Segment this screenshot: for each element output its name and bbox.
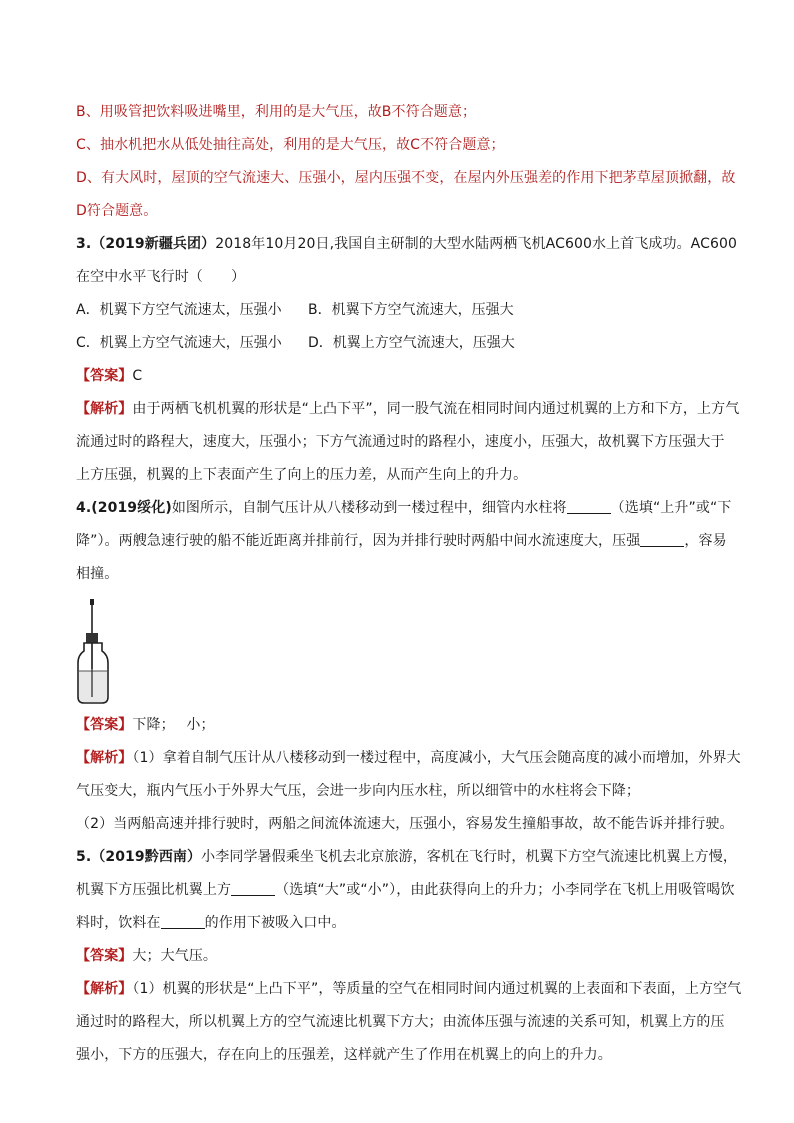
q3-answer	[76, 360, 726, 393]
q4-stem-line1a: 如图所示，自制气压计从八楼移动到一楼过程中，细管内水柱将	[171, 500, 567, 516]
prev-option-d-cont: D符合题意。	[76, 203, 158, 219]
q4-stem-line2b: ，容易	[684, 533, 727, 549]
q4-stem-line1b: （选填“上升”或“下	[610, 500, 732, 516]
barometer-bottle-icon	[76, 599, 136, 709]
q3-options-row1	[76, 294, 726, 327]
q3-analysis-line2: 流通过时的路程大，速度大，压强小；下方气流通过时的路程小，速度小，压强大，故机翼下方压强大于	[76, 434, 725, 450]
q3-answer-value: C	[132, 368, 143, 384]
q5-stem-line2a: 机翼下方压强比机翼上方	[76, 882, 232, 898]
q4-figure	[76, 591, 726, 709]
q5-analysis-tag: 【解析】	[76, 981, 133, 997]
q4-answer-value: 下降； 小；	[132, 717, 215, 733]
q4-stem-line2a: 降”）。两艘急速行驶的船不能近距离并排前行，因为并排行驶时两船中间水流速度大，压强	[76, 533, 641, 549]
q3-stem-line2: 在空中水平飞行时（ ）	[76, 269, 246, 285]
q3-options-row2	[76, 327, 726, 360]
q5-blank-2[interactable]	[161, 914, 205, 929]
q3-analysis	[76, 393, 740, 426]
q5-answer-tag: 【答案】	[76, 948, 133, 964]
document-page	[76, 96, 742, 1072]
q4-source: (2019绥化)	[91, 500, 172, 516]
q5-analysis-line3: 强小，下方的压强大，存在向上的压强差，这样就产生了作用在机翼上的向上的升力。	[76, 1047, 612, 1063]
q3-answer-tag: 【答案】	[76, 368, 133, 384]
q5-analysis-line2: 通过时的路程大，所以机翼上方的空气流速比机翼下方大；由流体压强与流速的关系可知，机翼上方的压	[76, 1014, 725, 1030]
q5-stem	[76, 841, 737, 874]
q5-analysis	[76, 973, 742, 1006]
q4-blank-2[interactable]	[640, 532, 684, 547]
q5-answer	[76, 940, 726, 973]
q5-stem-line2b: （选填“大”或“小”），由此获得向上的升力；小李同学在飞机上用吸管喝饮	[275, 882, 735, 898]
q3-stem-line1: 2018年10月20日,我国自主研制的大型水陆两栖飞机AC600水上首飞成功。AC600	[215, 236, 737, 252]
q5-answer-value: 大；大气压。	[132, 948, 218, 964]
q3-analysis-line3: 上方压强，机翼的上下表面产生了向上的压力差，从而产生向上的升力。	[76, 467, 528, 483]
q5-source: （2019黔西南）	[91, 849, 202, 865]
q3-option-d: D．机翼上方空气流速大，压强大	[308, 335, 515, 351]
q5-blank-1[interactable]	[231, 881, 275, 896]
q4-number: 4.	[76, 500, 92, 516]
q4-stem	[76, 492, 732, 525]
q5-stem-line3b: 的作用下被吸入口中。	[204, 915, 346, 931]
prev-option-c: C、抽水机把水从低处抽往高处，利用的是大气压，故C不符合题意；	[76, 137, 505, 153]
q4-analysis-line3: （2）当两船高速并排行驶时，两船之间流体流速大，压强小，容易发生撞船事故，故不能告诉并排行驶。	[76, 816, 734, 832]
q4-stem-line3: 相撞。	[76, 566, 119, 582]
q3-option-a: A．机翼下方空气流速太，压强小	[76, 302, 282, 318]
prev-option-b: B、用吸管把饮料吸进嘴里，利用的是大气压，故B不符合题意；	[76, 104, 477, 120]
q3-analysis-line1: 由于两栖飞机机翼的形状是“上凸下平”，同一股气流在相同时间内通过机翼的上方和下方，上方气	[132, 401, 740, 417]
q4-stem-line2	[76, 525, 726, 558]
q3-number: 3.	[76, 236, 92, 252]
q4-blank-1[interactable]	[567, 499, 611, 514]
q5-stem-line3	[76, 907, 726, 940]
q4-answer-tag: 【答案】	[76, 717, 133, 733]
q5-analysis-line1: （1）机翼的形状是“上凸下平”，等质量的空气在相同时间内通过机翼的上表面和下表面，上方空气	[132, 981, 742, 997]
q4-analysis-line1: （1）拿着自制气压计从八楼移动到一楼过程中，高度减小，大气压会随高度的减小而增加，外界大	[132, 750, 741, 766]
q5-stem-line2	[76, 874, 735, 907]
q3-source: （2019新疆兵团）	[91, 236, 216, 252]
q3-option-c: C．机翼上方空气流速大，压强小	[76, 335, 282, 351]
q3-option-b: B．机翼下方空气流速大，压强大	[308, 302, 514, 318]
q4-analysis-line2: 气压变大，瓶内气压小于外界大气压，会进一步向内压水柱，所以细管中的水柱将会下降；	[76, 783, 640, 799]
q3-stem	[76, 228, 737, 261]
q4-analysis	[76, 742, 741, 775]
q5-stem-line3a: 料时，饮料在	[76, 915, 161, 931]
q4-analysis-tag: 【解析】	[76, 750, 133, 766]
q4-answer	[76, 709, 726, 742]
prev-option-d: D、有大风时，屋顶的空气流速大、压强小，屋内压强不变，在屋内外压强差的作用下把茅草屋顶掀翻，故	[76, 170, 736, 186]
q5-stem-line1: 小李同学暑假乘坐飞机去北京旅游，客机在飞行时，机翼下方空气流速比机翼上方慢，	[201, 849, 737, 865]
q5-number: 5.	[76, 849, 92, 865]
q3-analysis-tag: 【解析】	[76, 401, 133, 417]
